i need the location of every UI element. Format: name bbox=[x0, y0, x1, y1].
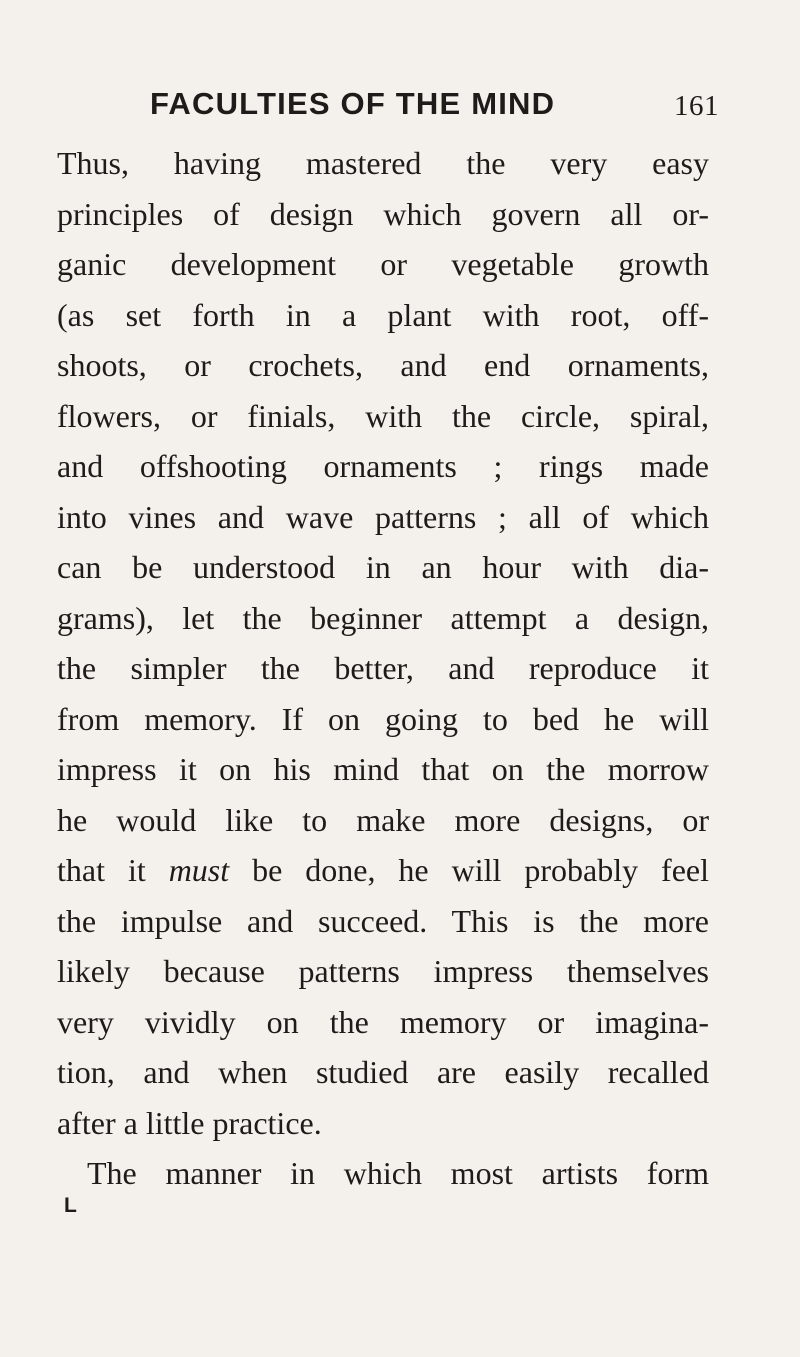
page-number: 161 bbox=[674, 90, 719, 122]
text-line: the impulse and succeed. This is the more bbox=[57, 902, 709, 939]
running-head bbox=[150, 84, 750, 124]
text-line: and offshooting ornaments ; rings made bbox=[57, 448, 709, 484]
paragraph-end-line: after a little practice. bbox=[57, 1104, 322, 1141]
text-line: tion, and when studied are easily recalled bbox=[57, 1054, 709, 1090]
text-line: flowers, or finials, with the circle, spiral, bbox=[57, 397, 709, 434]
text-before-emphasis: that it bbox=[57, 852, 169, 888]
text-line-emphasis bbox=[57, 845, 709, 896]
text-line: ganic development or vegetable growth bbox=[57, 246, 709, 282]
emphasis-word: must bbox=[168, 852, 230, 888]
text-line: shoots, or crochets, and end ornaments, bbox=[57, 347, 709, 383]
text-line: the simpler the better, and reproduce it bbox=[57, 650, 709, 686]
text-line: he would like to make more designs, or bbox=[57, 801, 709, 838]
text-after-emphasis: be done, he will probably feel bbox=[229, 852, 709, 888]
text-line: can be understood in an hour with dia- bbox=[57, 549, 709, 585]
text-line: very vividly on the memory or imagina- bbox=[57, 1003, 709, 1040]
text-line: into vines and wave patterns ; all of which bbox=[57, 498, 709, 535]
text-line: impress it on his mind that on the morrow bbox=[57, 751, 709, 787]
body-text bbox=[57, 138, 709, 1199]
text-line: Thus, having mastered the very easy bbox=[57, 145, 709, 181]
text-line: (as set forth in a plant with root, off- bbox=[57, 296, 709, 333]
text-line: grams), let the beginner attempt a design, bbox=[57, 599, 709, 636]
running-title: FACULTIES OF THE MIND bbox=[150, 86, 556, 121]
text-line: principles of design which govern all or- bbox=[57, 195, 709, 232]
signature-mark: L bbox=[64, 1194, 77, 1217]
text-line: likely because patterns impress themselves bbox=[57, 953, 709, 989]
new-paragraph-line: The manner in which most artists form bbox=[87, 1155, 709, 1191]
text-line: from memory. If on going to bed he will bbox=[57, 700, 709, 737]
